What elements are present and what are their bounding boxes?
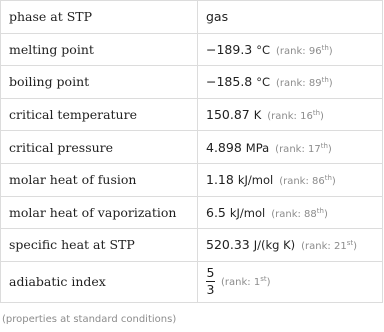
rank-suffix: th	[320, 141, 328, 150]
rank-suffix: st	[346, 239, 354, 248]
rank-suffix: th	[321, 76, 329, 85]
value-unit: J/(kg K)	[253, 238, 296, 253]
rank-text	[271, 206, 328, 220]
rank-prefix: (rank: 21	[301, 241, 347, 253]
rank-close: )	[266, 277, 271, 289]
value-number: −189.3	[206, 41, 253, 57]
property-value	[198, 66, 383, 99]
rank-text	[279, 176, 336, 187]
rank-suffix: th	[312, 109, 321, 118]
property-label: boiling point	[1, 66, 198, 99]
rank-text	[221, 277, 271, 288]
value-unit: °C	[256, 42, 271, 57]
fraction-value	[206, 266, 215, 297]
rank-prefix: (rank: 16	[267, 111, 313, 123]
value-number: 150.87	[206, 107, 250, 123]
rank-suffix: th	[324, 174, 332, 183]
rank-prefix: (rank: 88	[271, 208, 317, 220]
table-row	[1, 66, 383, 99]
table-row	[1, 261, 383, 302]
property-value	[198, 229, 383, 262]
rank-suffix: th	[321, 43, 329, 52]
property-label: critical pressure	[1, 131, 198, 164]
rank-text	[275, 141, 332, 155]
value-number: 1.18	[206, 172, 234, 188]
property-value	[198, 33, 383, 66]
table-row	[1, 33, 383, 66]
fraction-numerator: 5	[206, 265, 215, 281]
value-number: 4.898	[206, 139, 242, 155]
property-label: molar heat of vaporization	[1, 196, 198, 229]
fraction-denominator: 3	[206, 282, 215, 298]
table-row	[1, 196, 383, 229]
property-label: melting point	[1, 33, 198, 66]
property-value	[198, 261, 383, 302]
property-value	[198, 163, 383, 196]
value-number: 520.33	[206, 237, 250, 253]
property-label: critical temperature	[1, 98, 198, 131]
rank-prefix: (rank: 17	[275, 143, 321, 155]
table-row	[1, 131, 383, 164]
rank-text	[276, 43, 333, 57]
rank-text	[267, 111, 324, 122]
rank-close: )	[353, 241, 357, 253]
rank-close: )	[327, 143, 332, 155]
rank-prefix: (rank: 86	[279, 176, 325, 188]
value-unit: MPa	[245, 140, 270, 155]
rank-prefix: (rank: 96	[276, 45, 322, 57]
property-label: adiabatic index	[1, 261, 198, 302]
value-unit: K	[253, 108, 262, 123]
rank-close: )	[328, 45, 333, 57]
rank-text	[301, 241, 357, 252]
value-unit: kJ/mol	[229, 205, 266, 220]
table-row	[1, 163, 383, 196]
property-value	[198, 131, 383, 164]
value-text: gas	[206, 9, 229, 25]
value-number: −185.8	[206, 74, 253, 90]
rank-prefix: (rank: 1	[221, 277, 261, 289]
rank-close: )	[323, 208, 328, 220]
table-row	[1, 1, 383, 34]
property-label: phase at STP	[1, 1, 198, 34]
footnote: (properties at standard conditions)	[2, 314, 177, 325]
property-value	[198, 196, 383, 229]
rank-suffix: st	[260, 275, 267, 284]
property-value	[198, 98, 383, 131]
property-label: specific heat at STP	[1, 229, 198, 262]
property-label: molar heat of fusion	[1, 163, 198, 196]
property-value	[198, 1, 383, 34]
rank-suffix: th	[316, 206, 324, 215]
rank-close: )	[320, 111, 324, 123]
table-row	[1, 229, 383, 262]
rank-close: )	[328, 78, 333, 90]
value-unit: °C	[256, 75, 271, 90]
table-row	[1, 98, 383, 131]
rank-text	[276, 78, 333, 89]
value-unit: kJ/mol	[237, 173, 274, 188]
value-number: 6.5	[206, 204, 226, 220]
rank-close: )	[331, 176, 336, 188]
rank-prefix: (rank: 89	[276, 78, 322, 90]
